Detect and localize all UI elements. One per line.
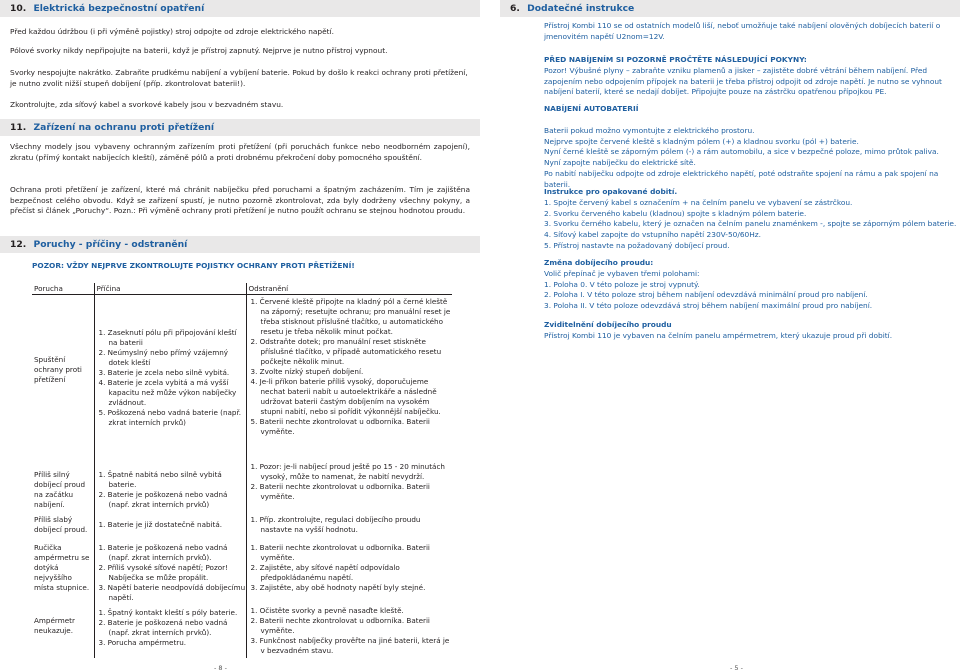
fault-cell: Spuštění ochrany proti přetížení bbox=[34, 355, 82, 384]
cause-item: 3. Baterie je zcela nebo silně vybitá. bbox=[98, 368, 230, 377]
fix-item: 3. Funkčnost nabíječky prověřte na jiné baterii, která je v bezvadném stavu. bbox=[250, 635, 450, 655]
fix-item: 3. Zvolte nízký stupeň dobíjení. bbox=[250, 367, 364, 376]
list-item: 3. Svorku černého kabelu, který je označen na čelním panelu znaménkem -, spojte se záporným pólem baterie. bbox=[544, 219, 957, 229]
fix-cell bbox=[249, 540, 453, 593]
section-number: 10. bbox=[10, 3, 27, 14]
column-header: Příčina bbox=[94, 283, 246, 295]
cause-item: 5. Poškozená nebo vadná baterie (např. zkrat interních prvků) bbox=[98, 408, 242, 427]
cause-cell bbox=[97, 515, 246, 530]
section-6-heading bbox=[500, 0, 960, 17]
cause-item: 4. Baterie je zcela vybitá a má vyšší kapacitu než může výkon nabíječky zvládnout. bbox=[98, 378, 237, 407]
fix-item: 3. Zajistěte, aby obě hodnoty napětí byly stejné. bbox=[250, 582, 426, 592]
column-header: Odstranění bbox=[246, 283, 452, 295]
cause-item: 1. Baterie je poškozená nebo vadná (např. zkrat interních prvků). bbox=[98, 542, 228, 562]
warning-text: POZOR: VŽDY NEJPRVE ZKONTROLUJTE POJISTKY OCHRANY PROTI PŘETÍŽENÍ! bbox=[32, 261, 355, 270]
troubleshooting-table bbox=[32, 283, 452, 658]
fix-cell bbox=[249, 515, 453, 535]
cause-cell bbox=[97, 540, 246, 603]
section-title: Elektrická bezpečnostní opatření bbox=[33, 3, 205, 14]
list-item: Volič přepínač je vybaven třemi polohami: bbox=[544, 269, 700, 278]
section-title: Zařízení na ochranu proti přetížení bbox=[33, 122, 215, 133]
table-row bbox=[32, 295, 452, 460]
section-11-heading bbox=[0, 119, 480, 136]
table-row bbox=[32, 603, 452, 658]
list-item: Nyní černé kleště se záporným pólem (-) a rám automobilu, a sice v bezpečné poloze, mimo průtok paliva. bbox=[544, 147, 939, 157]
current-change-list bbox=[544, 269, 958, 312]
section-12-heading bbox=[0, 236, 480, 253]
fault-cell: Ampérmetr neukazuje. bbox=[34, 615, 75, 635]
table-row bbox=[32, 460, 452, 515]
paragraph: Před každou údržbou (i při výměně pojistky) stroj odpojte od zdroje elektrického napětí. bbox=[10, 27, 334, 36]
table-header-row bbox=[32, 283, 452, 295]
fix-cell bbox=[249, 460, 453, 502]
fix-item: 1. Příp. zkontrolujte, regulaci dobíjecího proudu nastavte na vyšší hodnotu. bbox=[250, 514, 421, 534]
cause-item: 3. Porucha ampérmetru. bbox=[98, 637, 187, 647]
section-number: 12. bbox=[10, 239, 27, 250]
cause-cell bbox=[97, 460, 246, 510]
section-number: 6. bbox=[510, 3, 520, 14]
paragraph: Svorky nespojujte nakrátko. Zabraňte prudkému nabíjení a vybíjení baterie. Pokud by došlo k reakci ochrany proti přetížení, je nutno zvolit nižší stupeň dobíjení (příp. zkontrolovat baterii!). bbox=[10, 68, 468, 88]
cause-item: 3. Napětí baterie neodpovídá dobíjecímu napětí. bbox=[98, 582, 246, 602]
page-number: - 5 - bbox=[730, 664, 743, 672]
fault-cell: Příliš silný dobíjecí proud na začátku nabíjení. bbox=[34, 469, 86, 509]
paragraph: Pólové svorky nikdy nepřipojujte na baterii, když je přístroj zapnutý. Nejprve je nutno přístroj vypnout. bbox=[10, 46, 388, 55]
section-title: Poruchy - příčiny - odstranění bbox=[33, 239, 188, 250]
fix-item: 1. Červené kleště připojte na kladný pól a černé kleště na záporný; resetujte ochranu; pro manuální reset je třeba stisknout příslušné tlačítko, u automatického resetu je třeba několik minut počkat. bbox=[250, 297, 451, 336]
subheading: Zviditelnění dobíjecího proudu bbox=[544, 320, 672, 329]
paragraph: Všechny modely jsou vybaveny ochranným zařízením proti přetížení (při poruchách funkce nebo neodborném zapojení), zkratu (přímý kontakt nabíjecích kleští), záměně pólů a proti drobnému překročení doby pomocného spouštění. bbox=[10, 142, 470, 162]
cause-cell bbox=[97, 603, 246, 648]
fix-item: 2. Baterii nechte zkontrolovat u odborníka. Baterii vyměňte. bbox=[250, 481, 430, 501]
subheading: Instrukce pro opakované dobití. bbox=[544, 187, 678, 196]
table-row bbox=[32, 540, 452, 603]
column-header: Porucha bbox=[32, 283, 94, 295]
page-number: - 8 - bbox=[214, 664, 227, 672]
fix-item: 4. Je-li příkon baterie příliš vysoký, doporučujeme nechat baterii nabít u autoelektrikáře a následně udržovat baterii častým dobíjením na vysokém stupni nabití, nebo si pořídit výkonnější nabíječku. bbox=[250, 377, 441, 416]
paragraph: Zkontrolujte, zda síťový kabel a svorkové kabely jsou v bezvadném stavu. bbox=[10, 100, 284, 109]
list-item: 2. Poloha I. V této poloze stroj během nabíjení odevzdává minimální proud pro nabíjení. bbox=[544, 290, 868, 300]
section-10-heading bbox=[0, 0, 480, 17]
fault-cell: Ručička ampérmetru se dotýká nejvyššího místa stupnice. bbox=[34, 542, 90, 592]
subheading: PŘED NABÍJENÍM SI POZORNĚ PROČTĚTE NÁSLEDUJÍCÍ POKYNY: bbox=[544, 55, 807, 64]
list-item: Po nabití nabíječku odpojte od zdroje elektrického napětí, poté odstraňte spojení na rámu a pak spojení na baterii. bbox=[544, 168, 939, 189]
subheading: NABÍJENÍ AUTOBATERIÍ bbox=[544, 104, 639, 113]
cause-item: 2. Baterie je poškozená nebo vadná (např. zkrat interních prvků) bbox=[98, 489, 228, 509]
fix-item: 1. Pozor: je-li nabíjecí proud ještě po 15 - 20 minutách vysoký, může to namenat, že nabití nevydrží. bbox=[250, 461, 445, 481]
fix-item: 2. Zajistěte, aby síťové napětí odpovídalo předpokládanému napětí. bbox=[250, 562, 400, 582]
paragraph: Přístroj Kombi 110 se od ostatních modelů liší, neboť umožňuje také nabíjení olověných dobíjecích baterií o jmenovitém napětí U2nom=12V. bbox=[544, 21, 941, 41]
cause-item: 1. Špatný kontakt kleští s póly baterie. bbox=[98, 607, 238, 617]
list-item: 5. Přístroj nastavte na požadovaný dobíjecí proud. bbox=[544, 240, 730, 250]
cause-item: 1. Baterie je již dostatečně nabitá. bbox=[98, 519, 223, 529]
paragraph: Pozor! Výbušné plyny – zabraňte vzniku plamenů a jisker – zajistěte dobré větrání během nabíjení. Před zapojením nebo odpojením přípojek na baterii je třeba přístroj odpojit od zdroje napětí. Je nutno se vyhnout nabíjení baterií, které se nedají dobíjet. Připojujte pouze na zástrčku opatřenou přípojkou PE. bbox=[544, 66, 942, 97]
fix-cell bbox=[249, 295, 453, 437]
fix-item: 1. Očistěte svorky a pevně nasaďte kleště. bbox=[250, 605, 404, 615]
list-item: 4. Síťový kabel zapojte do vstupního napětí 230V-50/60Hz. bbox=[544, 230, 762, 240]
cause-item: 2. Příliš vysoké síťové napětí; Pozor! Nabíječka se může propálit. bbox=[98, 562, 228, 582]
fix-item: 5. Baterii nechte zkontrolovat u odborníka. Baterii vyměňte. bbox=[250, 417, 430, 436]
section-number: 11. bbox=[10, 122, 27, 133]
list-item: Baterii pokud možno vymontujte z elektrického prostoru. bbox=[544, 126, 755, 135]
fault-cell: Příliš slabý dobíjecí proud. bbox=[34, 514, 88, 534]
restart-list bbox=[544, 198, 958, 252]
list-item: 1. Poloha 0. V této poloze je stroj vypnutý. bbox=[544, 279, 700, 289]
list-item: 2. Svorku červeného kabelu (kladnou) spojte s kladným pólem baterie. bbox=[544, 208, 807, 218]
fix-item: 2. Baterii nechte zkontrolovat u odborníka. Baterii vyměňte. bbox=[250, 615, 430, 635]
list-item: 1. Spojte červený kabel s označením + na čelním panelu ve vybavení se zástrčkou. bbox=[544, 198, 853, 207]
list-item: Nyní zapojte nabíječku do elektrické sítě. bbox=[544, 158, 696, 168]
table-row bbox=[32, 515, 452, 540]
fix-item: 2. Odstraňte dotek; pro manuální reset stiskněte příslušné tlačítko, v případě automatického resetu počkejte několik minut. bbox=[250, 337, 442, 366]
list-item: Nejprve spojte červené kleště s kladným pólem (+) a kladnou svorku (pól +) baterie. bbox=[544, 136, 859, 146]
cause-item: 2. Baterie je poškozená nebo vadná (např. zkrat interních prvků). bbox=[98, 617, 228, 637]
subheading: Změna dobíjecího proudu: bbox=[544, 258, 654, 267]
cause-cell bbox=[97, 295, 246, 428]
list-item: 3. Poloha II. V této poloze odevzdává stroj během nabíjení maximální proud pro nabíjení. bbox=[544, 301, 873, 311]
cause-item: 1. Špatně nabitá nebo silně vybitá baterie. bbox=[98, 469, 222, 489]
cause-item: 2. Neúmyslný nebo přímý vzájemný dotek kleští bbox=[98, 348, 229, 367]
paragraph: Ochrana proti přetížení je zařízení, které má chránit nabíječku před poruchami a špatným zacházením. Tím je zajištěna bezpečnost celého obvodu. Když se zařízení spustí, je nutno pozorně zkontrolovat, zda byly dodrženy všechny pokyny, a přečíst si článek „Poruchy“. Pozn.: Při výměně ochrany proti přetížení je nutno použít ochranu se stejnou hodnotou proudu. bbox=[10, 185, 470, 216]
fix-cell bbox=[249, 603, 453, 656]
fix-item: 1. Baterii nechte zkontrolovat u odborníka. Baterii vyměňte. bbox=[250, 542, 430, 562]
cause-item: 1. Zaseknutí pólu při připojování kleští na baterii bbox=[98, 328, 237, 347]
section-title: Dodatečné instrukce bbox=[527, 3, 635, 14]
paragraph: Přístroj Kombi 110 je vybaven na čelním panelu ampérmetrem, který ukazuje proud při dobití. bbox=[544, 331, 893, 340]
auto-charge-list bbox=[544, 126, 958, 190]
